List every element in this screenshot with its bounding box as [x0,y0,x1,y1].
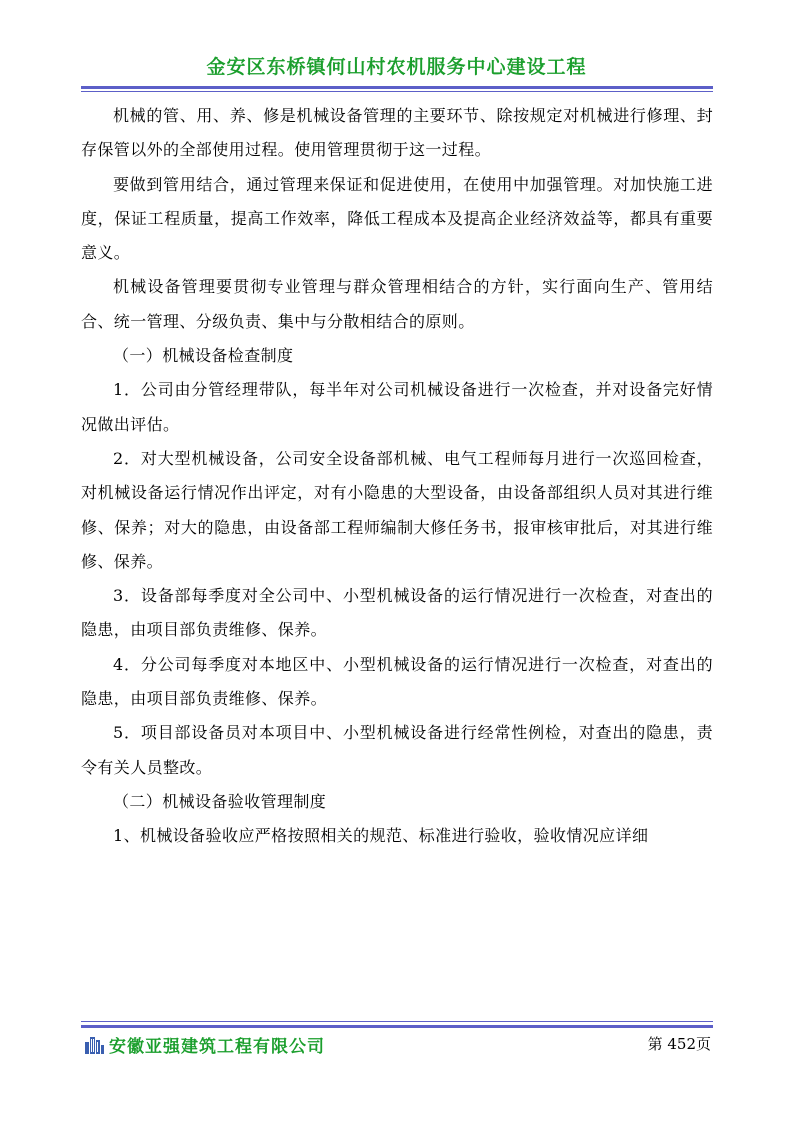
header-rule-thick [81,86,713,89]
list-item: 3．设备部每季度对全公司中、小型机械设备的运行情况进行一次检查，对查出的隐患，由项目部负责维修、保养。 [81,586,713,640]
paragraph: 机械设备管理要贯彻专业管理与群众管理相结合的方针，实行面向生产、管用结合、统一管理、分级负责、集中与分散相结合的原则。 [81,277,713,331]
footer-rule-thick [81,1025,713,1028]
paragraph: 机械的管、用、养、修是机械设备管理的主要环节、除按规定对机械进行修理、封存保管以外的全部使用过程。使用管理贯彻于这一过程。 [81,106,713,160]
list-item: 4．分公司每季度对本地区中、小型机械设备的运行情况进行一次检查，对查出的隐患，由项目部负责维修、保养。 [81,654,713,709]
building-logo-icon [84,1034,104,1054]
list-item: 5．项目部设备员对本项目中、小型机械设备进行经常性例检，对查出的隐患，责令有关人员整改。 [81,723,713,777]
header-title: 金安区东桥镇何山村农机服务中心建设工程 [206,56,587,78]
document-body [81,99,713,854]
footer-rule-thin [81,1021,713,1022]
section-heading: （二）机械设备验收管理制度 [113,791,327,811]
paragraph: 要做到管用结合，通过管理来保证和促进使用，在使用中加强管理。对加快施工进度，保证工程质量，提高工作效率，降低工程成本及提高企业经济效益等，都具有重要意义。 [81,174,713,263]
list-item: 1．公司由分管经理带队，每半年对公司机械设备进行一次检查，并对设备完好情况做出评估。 [81,380,713,434]
header-rule-thin [81,91,713,92]
page-number: 第 452页 [647,1035,711,1053]
section-heading: （一）机械设备检查制度 [113,346,294,366]
list-item: 2．对大型机械设备，公司安全设备部机械、电气工程师每月进行一次巡回检查，对机械设备运行情况作出评定，对有小隐患的大型设备，由设备部组织人员对其进行维修、保养；对大的隐患，由设备部工程师编制大修任务书，报审核审批后，对其进行维修、保养。 [81,448,713,571]
company-name: 安徽亚强建筑工程有限公司 [109,1037,325,1057]
list-item: 1、机械设备验收应严格按照相关的规范、标准进行验收，验收情况应详细 [113,826,649,846]
